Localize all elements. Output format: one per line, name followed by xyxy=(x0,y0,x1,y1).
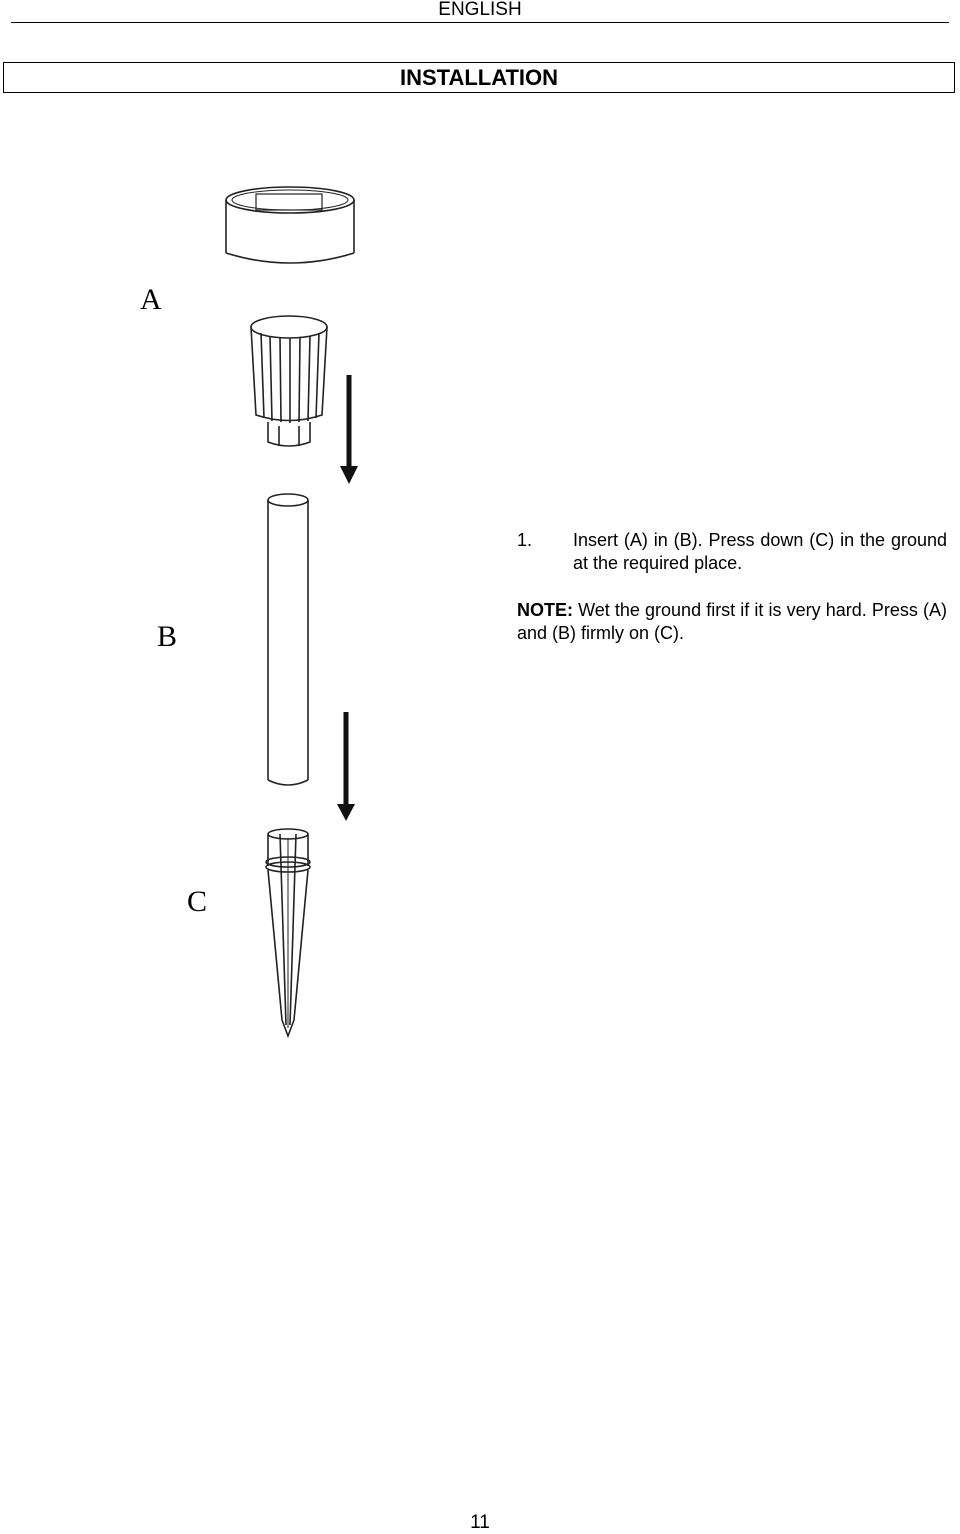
tube-part-b xyxy=(268,494,308,785)
label-a: A xyxy=(140,283,162,316)
note-text: Wet the ground first if it is very hard. Press (A) and (B) firmly on (C). xyxy=(517,600,947,643)
section-title: INSTALLATION xyxy=(399,64,559,90)
step-number: 1. xyxy=(517,530,533,550)
light-head-part-a xyxy=(251,316,327,446)
header-divider xyxy=(11,22,949,23)
instruction-step xyxy=(517,529,947,575)
installation-diagram xyxy=(120,170,400,1050)
header-language: ENGLISH xyxy=(438,0,522,20)
page-number: 11 xyxy=(470,1512,490,1533)
section-title-box xyxy=(3,62,955,93)
instructions-block xyxy=(517,529,947,645)
arrow-down-icon xyxy=(340,375,358,484)
note-label: NOTE: xyxy=(517,600,573,620)
label-c: C xyxy=(187,885,208,918)
note-paragraph xyxy=(517,599,947,645)
ground-spike-part-c xyxy=(266,829,310,1036)
label-b: B xyxy=(157,620,178,653)
arrow-down-icon xyxy=(337,712,355,821)
solar-cap-part xyxy=(226,187,354,263)
exploded-view-drawing xyxy=(120,170,400,1050)
step-text: Insert (A) in (B). Press down (C) in the ground at the required place. xyxy=(573,530,947,573)
